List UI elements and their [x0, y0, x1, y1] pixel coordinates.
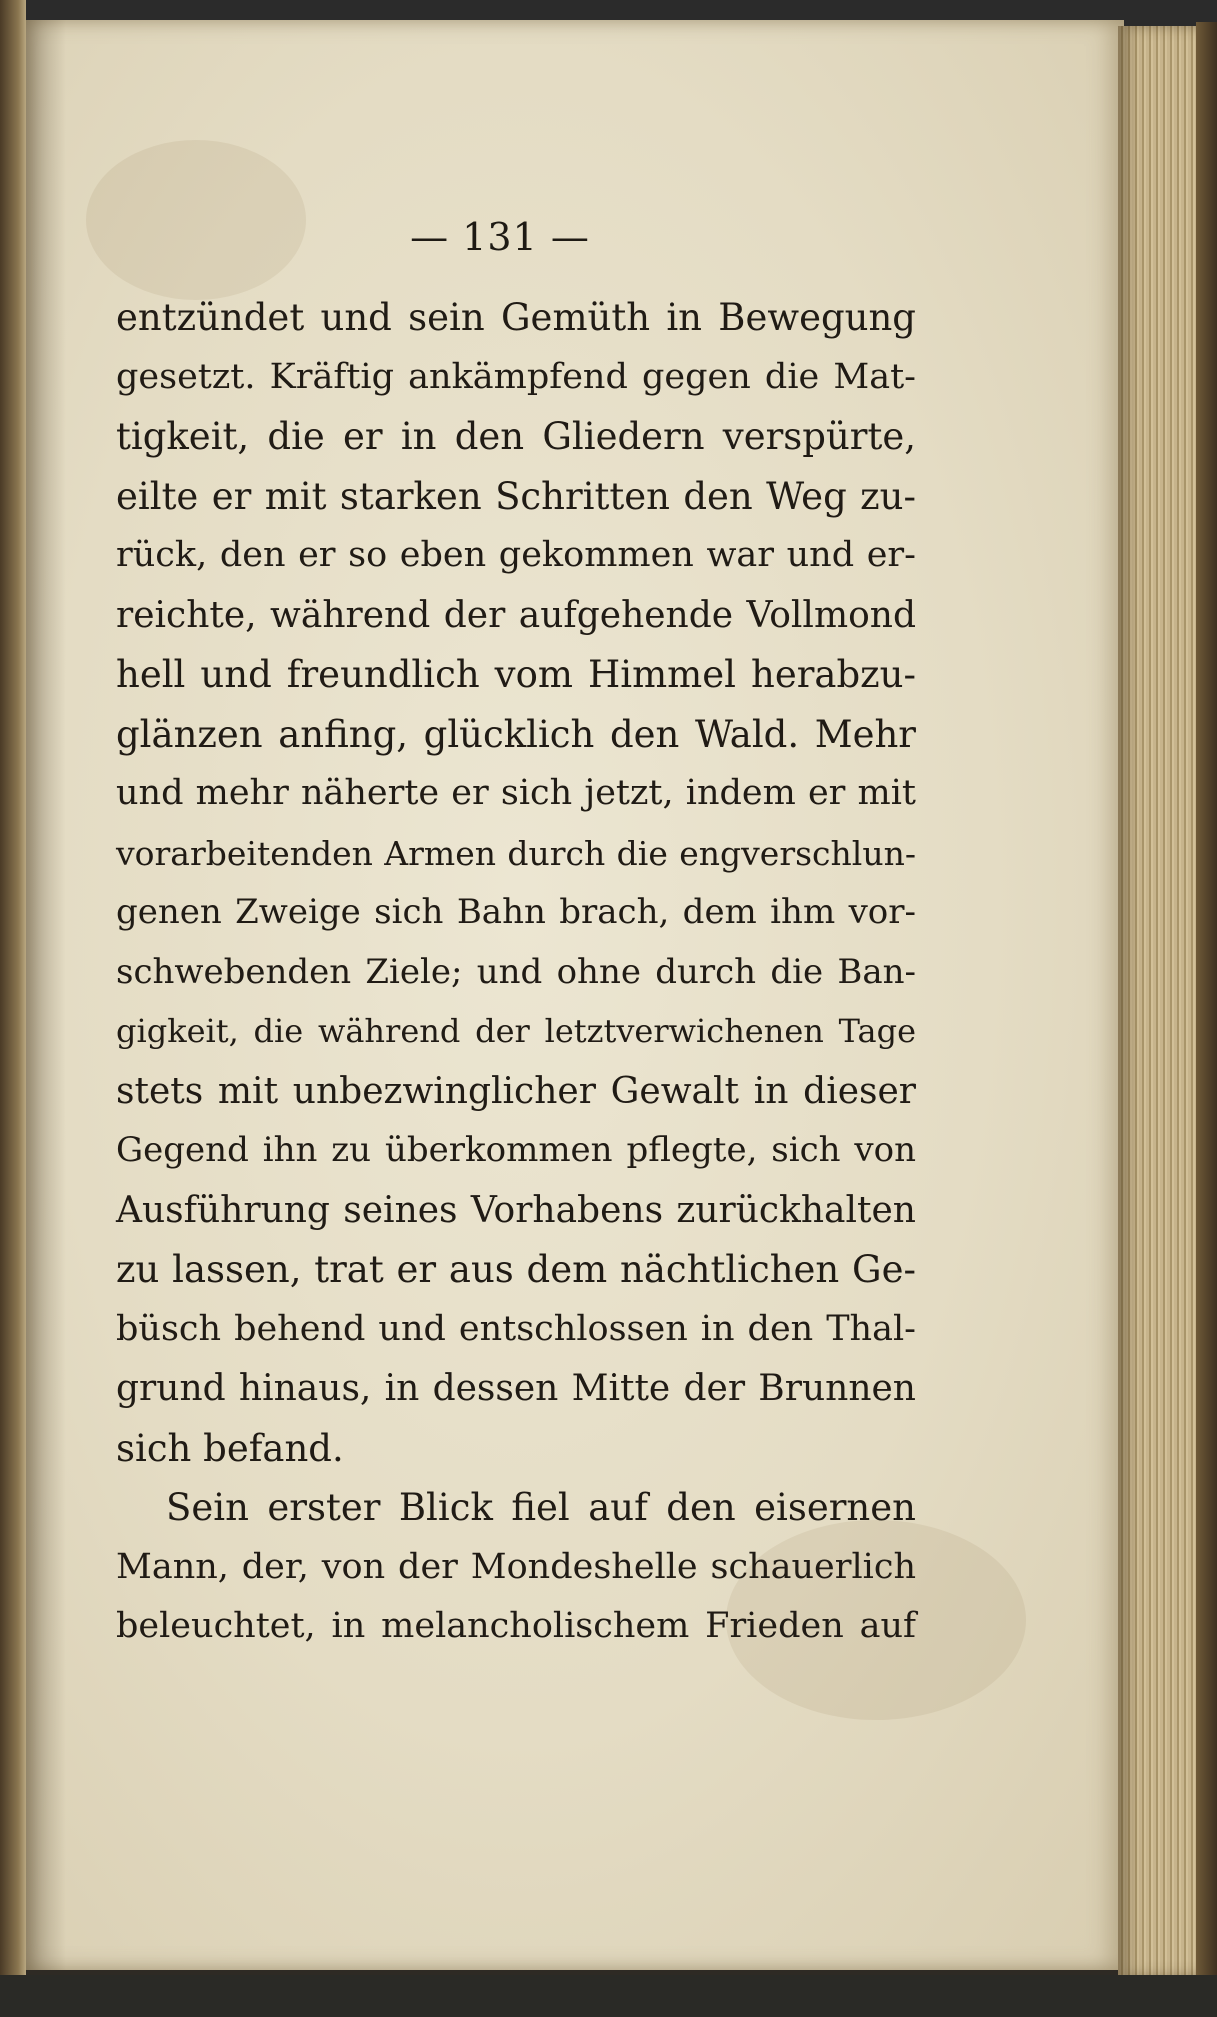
text-line: schwebenden Ziele; und ohne durch die Ban-: [116, 951, 916, 992]
text-line: hell und freundlich vom Himmel herabzu-: [116, 653, 916, 696]
cover-edge: [1196, 22, 1217, 1978]
paper-stain: [86, 140, 306, 300]
text-line: glänzen anfing, glücklich den Wald. Mehr: [116, 712, 916, 756]
text-line: stets mit unbezwinglicher Gewalt in dieser: [116, 1070, 916, 1112]
text-line: grund hinaus, in dessen Mitte der Brunnen: [116, 1368, 916, 1409]
text-line: genen Zweige sich Bahn brach, dem ihm vor-: [116, 892, 916, 932]
text-line: Gegend ihn zu überkommen pflegte, sich von: [116, 1130, 916, 1170]
gutter-shadow: [26, 20, 66, 1970]
text-line: Mann, der, von der Mondeshelle schauerlich: [116, 1546, 916, 1587]
text-line: tigkeit, die er in den Gliedern verspürte,: [116, 415, 916, 458]
text-line: rück, den er so eben gekommen war und er-: [116, 535, 916, 575]
text-line: gigkeit, die während der letztverwichenen Tage: [116, 1012, 916, 1050]
text-line: reichte, während der aufgehende Vollmond: [116, 594, 916, 636]
text-line: vorarbeitenden Armen durch die engverschlun-: [116, 833, 916, 873]
text-line: zu lassen, trat er aus dem nächtlichen Ge-: [116, 1248, 916, 1291]
page-number: — 131 —: [410, 215, 590, 259]
text-line: und mehr näherte er sich jetzt, indem er mit: [116, 773, 916, 813]
body-text: [116, 288, 916, 1657]
text-line: Ausführung seines Vorhabens zurückhalten: [116, 1189, 916, 1231]
text-line: Sein erster Blick fiel auf den eisernen: [166, 1486, 916, 1529]
text-line: sich befand.: [116, 1426, 344, 1470]
left-spine: [0, 0, 26, 2017]
text-line: entzündet und sein Gemüth in Bewegung: [116, 296, 916, 339]
text-line: büsch behend und entschlossen in den Thal-: [116, 1308, 916, 1349]
text-line: gesetzt. Kräftig ankämpfend gegen die Mat-: [116, 356, 916, 397]
text-line: beleuchtet, in melancholischem Frieden auf: [116, 1606, 916, 1646]
bottom-binding-edge: [0, 1975, 1217, 2017]
text-line: eilte er mit starken Schritten den Weg zu-: [116, 474, 916, 518]
